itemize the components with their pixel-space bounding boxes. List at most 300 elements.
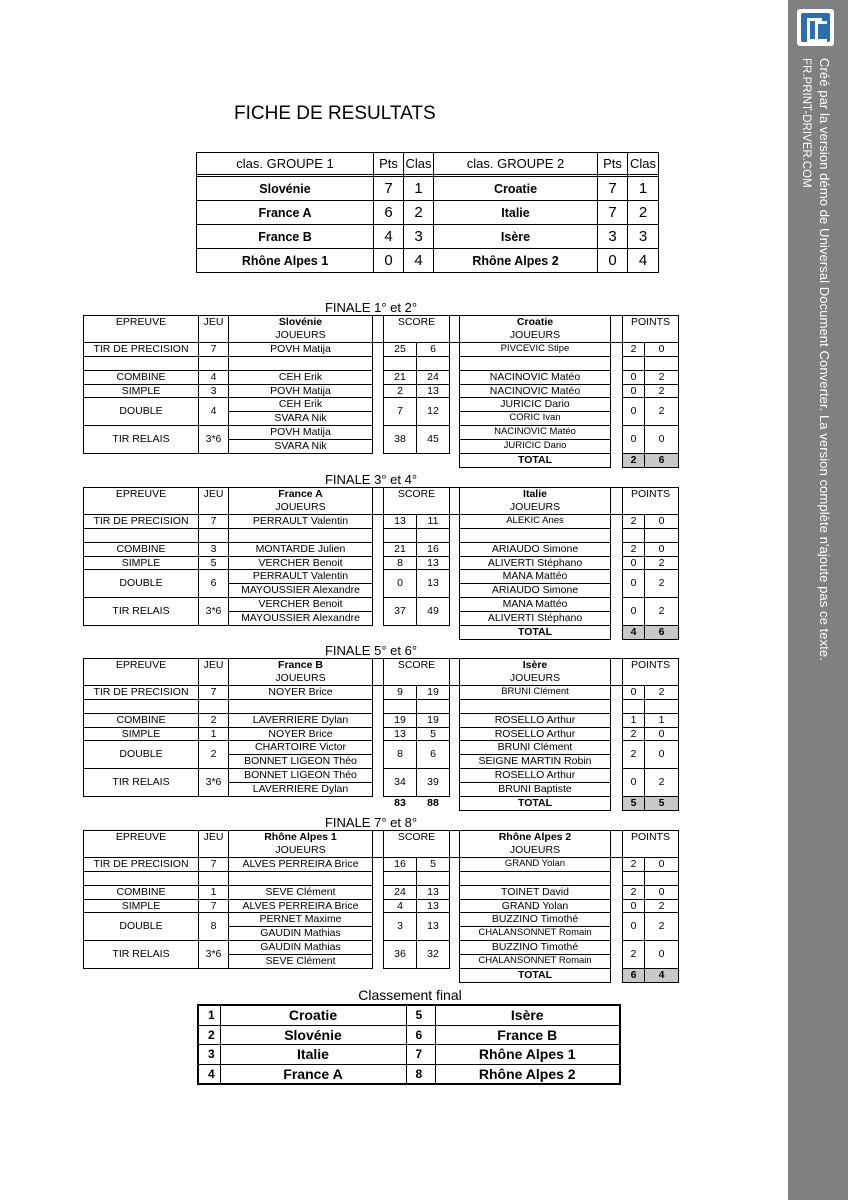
epreuve-label: SIMPLE: [84, 556, 199, 570]
player-a: SEVE Clément: [229, 885, 373, 899]
points-b: 2: [645, 685, 679, 699]
epreuve-label: SIMPLE: [84, 384, 199, 398]
score-b: 19: [417, 685, 450, 699]
total-label: TOTAL: [460, 454, 611, 468]
final-ranking-table: [197, 1004, 621, 1085]
score-a: 36: [384, 941, 417, 969]
points-a: 0: [623, 556, 645, 570]
table-row: [84, 941, 679, 955]
player-b: BRUNI Clément: [460, 685, 611, 699]
points-b: 2: [645, 384, 679, 398]
table-row: [84, 685, 679, 699]
points-b: 2: [645, 570, 679, 598]
points-a: 1: [623, 713, 645, 727]
rank-team: Slovénie: [220, 1025, 406, 1045]
table-row: [84, 570, 679, 584]
points-a: 2: [623, 857, 645, 871]
total-points-b: 4: [645, 969, 679, 983]
joueurs-header: JOUEURS: [229, 501, 373, 514]
table-row: [84, 741, 679, 755]
ranking-row: [198, 1064, 620, 1084]
epreuve-header: EPREUVE: [84, 488, 199, 515]
score-a: 13: [384, 727, 417, 741]
player-b: CORIC Ivan: [460, 412, 611, 426]
epreuve-label: COMBINE: [84, 542, 199, 556]
watermark-text: Créé par la version démo de Universal Document Converter. La version complète n'ajoute pas ce texte.: [817, 58, 832, 661]
total-points-b: 6: [645, 454, 679, 468]
score-b: 19: [417, 713, 450, 727]
final-table: [83, 315, 679, 468]
jeu-value: 3: [199, 542, 229, 556]
player-a: BONNET LIGEON Théo: [229, 769, 373, 783]
score-b: 5: [417, 857, 450, 871]
group1-clas: 2: [404, 201, 434, 225]
total-points-b: 6: [645, 626, 679, 640]
jeu-value: 3*6: [199, 769, 229, 797]
player-a: NOYER Brice: [229, 685, 373, 699]
group1-team: Slovénie: [197, 177, 374, 201]
player-a: VERCHER Benoit: [229, 598, 373, 612]
player-a: SVARA Nik: [229, 412, 373, 426]
rank-team: France A: [220, 1064, 406, 1084]
player-a: VERCHER Benoit: [229, 556, 373, 570]
player-b: ROSELLO Arthur: [460, 727, 611, 741]
final-title: FINALE 1° et 2°: [324, 300, 418, 315]
table-row: [84, 857, 679, 871]
group1-team: France B: [197, 225, 374, 249]
table-row: [84, 384, 679, 398]
score-a: 21: [384, 542, 417, 556]
epreuve-label: DOUBLE: [84, 398, 199, 426]
player-a: CEH Erik: [229, 370, 373, 384]
group1-team: Rhône Alpes 1: [197, 249, 374, 273]
epreuve-label: COMBINE: [84, 370, 199, 384]
table-row: [84, 713, 679, 727]
table-row: [84, 913, 679, 927]
score-a: 37: [384, 598, 417, 626]
group-row: [197, 177, 659, 201]
group1-pts: 0: [374, 249, 404, 273]
score-b: 13: [417, 384, 450, 398]
points-b: 2: [645, 899, 679, 913]
score-a: 24: [384, 885, 417, 899]
total-row: [84, 454, 679, 468]
group2-team: Croatie: [434, 177, 598, 201]
player-b: ALEKIC Anes: [460, 514, 611, 528]
jeu-header: JEU: [199, 488, 229, 515]
total-row: [84, 969, 679, 983]
total-label: TOTAL: [460, 797, 611, 811]
ranking-row: [198, 1005, 620, 1025]
total-score-b: [417, 454, 450, 468]
table-row: [84, 514, 679, 528]
rank-team: Italie: [220, 1045, 406, 1065]
final-title: FINALE 5° et 6°: [324, 643, 418, 658]
player-b: SEIGNE MARTIN Robin: [460, 755, 611, 769]
score-b: 12: [417, 398, 450, 426]
jeu-value: 4: [199, 398, 229, 426]
score-b: 32: [417, 941, 450, 969]
player-a: ALVES PERREIRA Brice: [229, 857, 373, 871]
score-a: 19: [384, 713, 417, 727]
points-a: 0: [623, 398, 645, 426]
total-points-a: 5: [623, 797, 645, 811]
jeu-value: 2: [199, 741, 229, 769]
player-a: MAYOUSSIER Alexandre: [229, 612, 373, 626]
jeu-value: 7: [199, 899, 229, 913]
score-b: 13: [417, 556, 450, 570]
page-title: FICHE DE RESULTATS: [234, 103, 436, 124]
score-header: SCORE: [384, 831, 450, 858]
pts-header: Pts: [598, 153, 628, 175]
points-a: 0: [623, 426, 645, 454]
epreuve-label: DOUBLE: [84, 913, 199, 941]
player-a: POVH Matija: [229, 384, 373, 398]
group2-team: Rhône Alpes 2: [434, 249, 598, 273]
score-a: 7: [384, 398, 417, 426]
table-row: [84, 899, 679, 913]
group2-header: clas. GROUPE 2: [434, 153, 598, 175]
table-row: [84, 727, 679, 741]
group2-clas: 1: [628, 177, 659, 201]
table-row: [84, 885, 679, 899]
jeu-value: 7: [199, 514, 229, 528]
points-a: 0: [623, 384, 645, 398]
points-header: POINTS: [623, 488, 679, 515]
watermark-url: FR.PRINT-DRIVER.COM: [800, 58, 812, 188]
table-row: [84, 769, 679, 783]
points-a: 0: [623, 685, 645, 699]
epreuve-header: EPREUVE: [84, 831, 199, 858]
final-title: FINALE 7° et 8°: [324, 815, 418, 830]
jeu-value: 1: [199, 727, 229, 741]
epreuve-label: TIR DE PRECISION: [84, 342, 199, 356]
points-b: 0: [645, 542, 679, 556]
epreuve-label: SIMPLE: [84, 899, 199, 913]
points-b: 2: [645, 370, 679, 384]
points-b: 0: [645, 885, 679, 899]
final-table: [83, 830, 679, 983]
player-b: JURICIC Dario: [460, 440, 611, 454]
player-b: GRAND Yolan: [460, 899, 611, 913]
table-row: [84, 598, 679, 612]
player-a: POVH Matija: [229, 426, 373, 440]
epreuve-label: TIR RELAIS: [84, 426, 199, 454]
score-a: 16: [384, 857, 417, 871]
epreuve-header: EPREUVE: [84, 659, 199, 686]
epreuve-label: SIMPLE: [84, 727, 199, 741]
score-a: 38: [384, 426, 417, 454]
table-row: [84, 556, 679, 570]
score-b: 39: [417, 769, 450, 797]
clas-header: Clas: [404, 153, 434, 175]
score-b: 13: [417, 885, 450, 899]
rank-number: 6: [406, 1025, 435, 1045]
team-b-name: Croatie: [460, 316, 611, 329]
rank-number: 3: [198, 1045, 220, 1065]
group2-team: Italie: [434, 201, 598, 225]
score-header: SCORE: [384, 316, 450, 343]
jeu-value: 3*6: [199, 941, 229, 969]
group2-pts: 3: [598, 225, 628, 249]
player-b: ROSELLO Arthur: [460, 769, 611, 783]
epreuve-label: DOUBLE: [84, 741, 199, 769]
player-b: BRUNI Clément: [460, 741, 611, 755]
player-b: TOINET David: [460, 885, 611, 899]
player-b: GRAND Yolan: [460, 857, 611, 871]
points-b: 2: [645, 398, 679, 426]
group2-pts: 7: [598, 201, 628, 225]
player-b: ARIAUDO Simone: [460, 584, 611, 598]
jeu-value: 5: [199, 556, 229, 570]
jeu-header: JEU: [199, 831, 229, 858]
epreuve-label: COMBINE: [84, 885, 199, 899]
table-row: [84, 370, 679, 384]
total-label: TOTAL: [460, 969, 611, 983]
points-b: 1: [645, 713, 679, 727]
points-a: 2: [623, 342, 645, 356]
player-b: CHALANSONNET Romain: [460, 955, 611, 969]
player-a: GAUDIN Mathias: [229, 941, 373, 955]
epreuve-label: TIR RELAIS: [84, 598, 199, 626]
rank-number: 2: [198, 1025, 220, 1045]
team-a-name: Rhône Alpes 1: [229, 831, 373, 844]
points-b: 0: [645, 857, 679, 871]
jeu-value: 3*6: [199, 598, 229, 626]
team-a-name: France B: [229, 659, 373, 672]
points-a: 0: [623, 899, 645, 913]
player-b: NACINOVIC Matéo: [460, 426, 611, 440]
score-a: 13: [384, 514, 417, 528]
epreuve-label: TIR DE PRECISION: [84, 857, 199, 871]
points-a: 0: [623, 598, 645, 626]
total-row: [84, 626, 679, 640]
player-b: BUZZINO Timothé: [460, 913, 611, 927]
player-b: BRUNI Baptiste: [460, 783, 611, 797]
jeu-value: 6: [199, 570, 229, 598]
points-header: POINTS: [623, 659, 679, 686]
player-b: MANA Mattéo: [460, 598, 611, 612]
joueurs-header: JOUEURS: [229, 844, 373, 857]
joueurs-header: JOUEURS: [229, 329, 373, 342]
points-b: 0: [645, 741, 679, 769]
ranking-row: [198, 1025, 620, 1045]
rank-team: France B: [435, 1025, 620, 1045]
player-a: NOYER Brice: [229, 727, 373, 741]
epreuve-label: TIR RELAIS: [84, 769, 199, 797]
joueurs-header: JOUEURS: [460, 329, 611, 342]
jeu-value: 3: [199, 384, 229, 398]
points-a: 0: [623, 769, 645, 797]
team-a-name: France A: [229, 488, 373, 501]
player-a: POVH Matija: [229, 342, 373, 356]
points-header: POINTS: [623, 316, 679, 343]
player-a: CEH Erik: [229, 398, 373, 412]
epreuve-label: TIR DE PRECISION: [84, 514, 199, 528]
group1-pts: 6: [374, 201, 404, 225]
rank-number: 8: [406, 1064, 435, 1084]
jeu-value: 7: [199, 342, 229, 356]
points-a: 0: [623, 913, 645, 941]
score-a: 8: [384, 741, 417, 769]
group1-pts: 7: [374, 177, 404, 201]
group-row: [197, 201, 659, 225]
jeu-value: 7: [199, 857, 229, 871]
points-a: 2: [623, 941, 645, 969]
player-a: PERRAULT Valentin: [229, 570, 373, 584]
joueurs-header: JOUEURS: [460, 844, 611, 857]
player-b: ROSELLO Arthur: [460, 713, 611, 727]
player-b: ALIVERTI Stéphano: [460, 556, 611, 570]
jeu-value: 8: [199, 913, 229, 941]
jeu-value: 2: [199, 713, 229, 727]
group-table-header: [197, 153, 659, 175]
score-b: 11: [417, 514, 450, 528]
score-header: SCORE: [384, 488, 450, 515]
total-points-a: 4: [623, 626, 645, 640]
points-header: POINTS: [623, 831, 679, 858]
group1-pts: 4: [374, 225, 404, 249]
player-a: LAVERRIERE Dylan: [229, 713, 373, 727]
score-a: 4: [384, 899, 417, 913]
score-b: 45: [417, 426, 450, 454]
player-a: ALVES PERREIRA Brice: [229, 899, 373, 913]
table-row: [84, 398, 679, 412]
rank-number: 1: [198, 1005, 220, 1025]
jeu-header: JEU: [199, 659, 229, 686]
total-points-a: 2: [623, 454, 645, 468]
total-points-a: 6: [623, 969, 645, 983]
total-score-a: 83: [394, 797, 406, 810]
epreuve-label: COMBINE: [84, 713, 199, 727]
score-b: 6: [417, 741, 450, 769]
player-a: BONNET LIGEON Théo: [229, 755, 373, 769]
player-b: JURICIC Dario: [460, 398, 611, 412]
player-b: PIVCEVIC Stipe: [460, 342, 611, 356]
final-table: [83, 487, 679, 640]
group-row: [197, 249, 659, 273]
player-b: ALIVERTI Stéphano: [460, 612, 611, 626]
team-b-name: Rhône Alpes 2: [460, 831, 611, 844]
clas-header: Clas: [628, 153, 659, 175]
final-table: [83, 658, 679, 811]
rank-team: Croatie: [220, 1005, 406, 1025]
jeu-header: JEU: [199, 316, 229, 343]
epreuve-label: TIR DE PRECISION: [84, 685, 199, 699]
rank-number: 4: [198, 1064, 220, 1084]
total-score-a: [384, 454, 417, 468]
jeu-value: 3*6: [199, 426, 229, 454]
epreuve-header: EPREUVE: [84, 316, 199, 343]
team-b-name: Italie: [460, 488, 611, 501]
group2-pts: 7: [598, 177, 628, 201]
group-standings-table: [196, 152, 659, 273]
group2-team: Isère: [434, 225, 598, 249]
points-b: 0: [645, 727, 679, 741]
total-row: [84, 797, 679, 811]
score-a: 2: [384, 384, 417, 398]
final-title: FINALE 3° et 4°: [324, 472, 418, 487]
pts-header: Pts: [374, 153, 404, 175]
points-a: 2: [623, 885, 645, 899]
points-b: 2: [645, 556, 679, 570]
score-header: SCORE: [384, 659, 450, 686]
converter-logo-icon: [797, 9, 834, 46]
epreuve-label: TIR RELAIS: [84, 941, 199, 969]
score-b: 13: [417, 570, 450, 598]
total-score-a: [384, 626, 417, 640]
player-b: CHALANSONNET Romain: [460, 927, 611, 941]
points-b: 0: [645, 426, 679, 454]
score-a: 25: [384, 342, 417, 356]
score-a: 21: [384, 370, 417, 384]
points-b: 2: [645, 769, 679, 797]
group1-clas: 4: [404, 249, 434, 273]
score-a: 34: [384, 769, 417, 797]
player-a: MONTARDE Julien: [229, 542, 373, 556]
jeu-value: 1: [199, 885, 229, 899]
points-b: 0: [645, 941, 679, 969]
player-b: BUZZINO Timothé: [460, 941, 611, 955]
player-a: GAUDIN Mathias: [229, 927, 373, 941]
rank-team: Rhône Alpes 2: [435, 1064, 620, 1084]
score-a: 0: [384, 570, 417, 598]
points-a: 0: [623, 370, 645, 384]
joueurs-header: JOUEURS: [460, 501, 611, 514]
points-a: 0: [623, 570, 645, 598]
player-a: CHARTOIRE Victor: [229, 741, 373, 755]
group2-clas: 4: [628, 249, 659, 273]
jeu-value: 4: [199, 370, 229, 384]
score-b: 6: [417, 342, 450, 356]
classement-title: Classement final: [358, 987, 462, 1003]
player-a: PERRAULT Valentin: [229, 514, 373, 528]
group2-pts: 0: [598, 249, 628, 273]
joueurs-header: JOUEURS: [460, 672, 611, 685]
player-b: ARIAUDO Simone: [460, 542, 611, 556]
points-a: 2: [623, 727, 645, 741]
player-b: NACINOVIC Matéo: [460, 384, 611, 398]
total-label: TOTAL: [460, 626, 611, 640]
score-b: 16: [417, 542, 450, 556]
score-a: 9: [384, 685, 417, 699]
score-a: 8: [384, 556, 417, 570]
score-b: 24: [417, 370, 450, 384]
jeu-value: 7: [199, 685, 229, 699]
player-a: PERNET Maxime: [229, 913, 373, 927]
group1-header: clas. GROUPE 1: [197, 153, 374, 175]
score-b: 49: [417, 598, 450, 626]
group2-clas: 2: [628, 201, 659, 225]
total-points-b: 5: [645, 797, 679, 811]
ranking-row: [198, 1045, 620, 1065]
points-b: 0: [645, 342, 679, 356]
joueurs-header: JOUEURS: [229, 672, 373, 685]
epreuve-label: DOUBLE: [84, 570, 199, 598]
player-a: SEVE Clément: [229, 955, 373, 969]
group1-clas: 3: [404, 225, 434, 249]
player-b: NACINOVIC Matéo: [460, 370, 611, 384]
table-row: [84, 426, 679, 440]
points-b: 0: [645, 514, 679, 528]
player-a: SVARA Nik: [229, 440, 373, 454]
total-score-a: [384, 969, 417, 983]
player-a: LAVERRIERE Dylan: [229, 783, 373, 797]
score-b: 13: [417, 899, 450, 913]
points-a: 2: [623, 514, 645, 528]
player-b: MANA Mattéo: [460, 570, 611, 584]
points-a: 2: [623, 542, 645, 556]
